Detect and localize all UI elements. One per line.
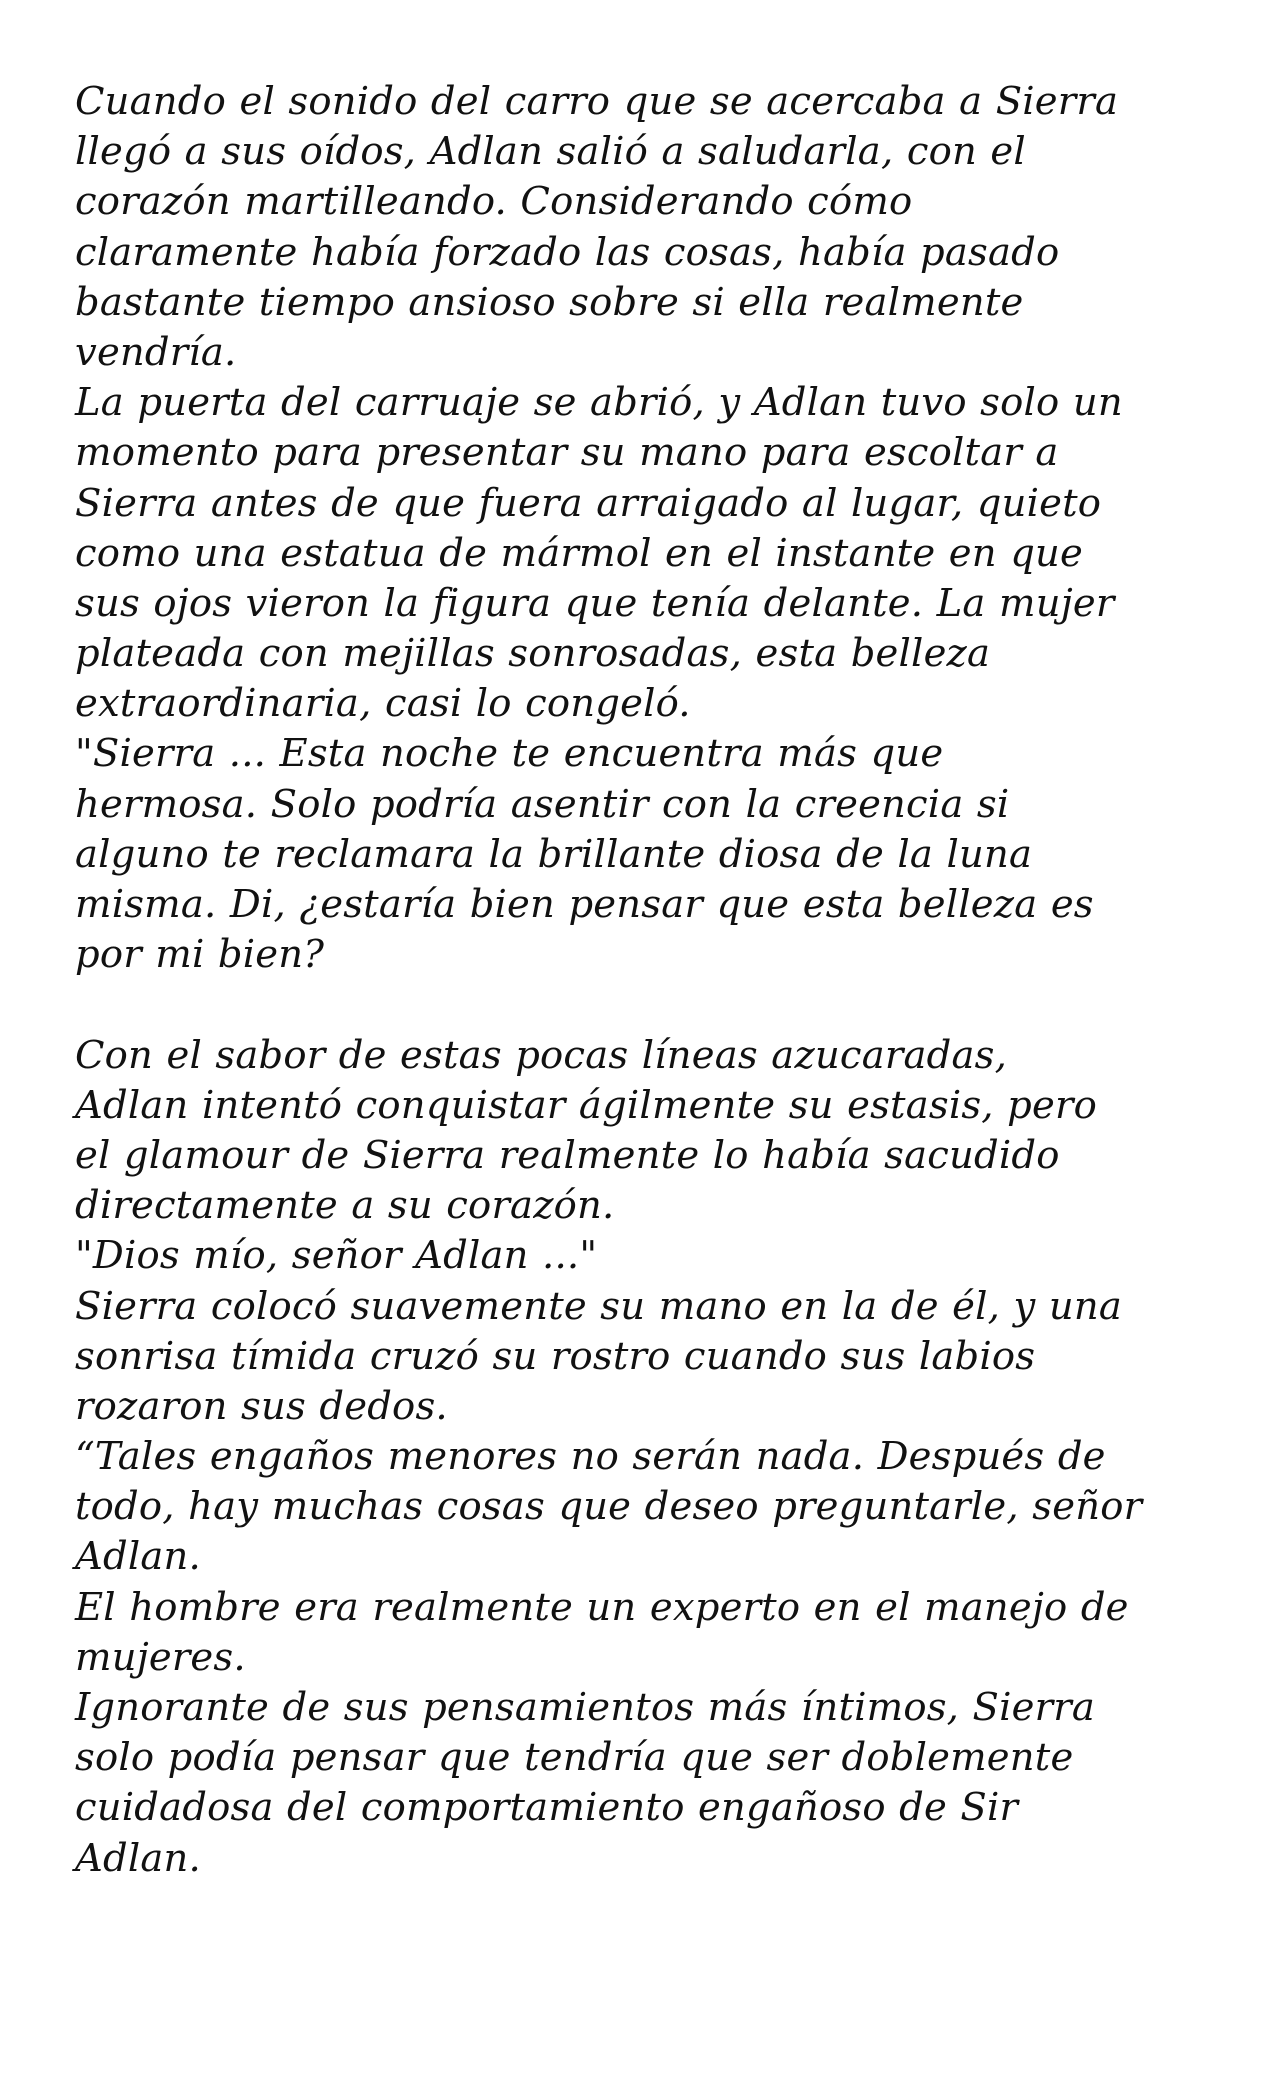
text-line: corazón martilleando. Considerando cómo (75, 179, 913, 225)
text-line: El hombre era realmente un experto en el manejo de (75, 1584, 1129, 1630)
text-line: claramente había forzado las cosas, había pasado (75, 229, 1060, 275)
paragraph-7 (75, 1432, 1215, 1583)
text-line: extraordinaria, casi lo congeló. (75, 681, 691, 727)
paragraph-4 (75, 1031, 1215, 1232)
text-line: momento para presentar su mano para escoltar a (75, 430, 1059, 476)
paragraph-1 (75, 77, 1215, 378)
text-line: Adlan. (75, 1534, 201, 1580)
text-line: solo podía pensar que tendría que ser doblemente (75, 1735, 1074, 1781)
text-line: rozaron sus dedos. (75, 1383, 448, 1429)
text-line: misma. Di, ¿estaría bien pensar que esta belleza es (75, 882, 1094, 927)
text-line: “Tales engaños menores no serán nada. Después de (75, 1434, 1106, 1480)
text-line: Adlan intentó conquistar ágilmente su estasis, pero (75, 1082, 1097, 1128)
story-text (75, 77, 1215, 1884)
paragraph-2 (75, 378, 1215, 729)
text-line: todo, hay muchas cosas que deseo preguntarle, señor (75, 1484, 1143, 1530)
paragraph-5 (75, 1231, 1215, 1281)
text-line: cuidadosa del comportamiento engañoso de Sir (75, 1785, 1019, 1831)
paragraph-6 (75, 1282, 1215, 1433)
text-line: bastante tiempo ansioso sobre si ella realmente (75, 279, 1024, 325)
text-line: por mi bien? (75, 932, 325, 978)
paragraph-9 (75, 1683, 1215, 1884)
text-line: sonrisa tímida cruzó su rostro cuando sus labios (75, 1333, 1036, 1379)
text-line: "Dios mío, señor Adlan ..." (75, 1233, 598, 1279)
paragraph-3 (75, 729, 1215, 980)
text-line: Adlan. (75, 1835, 201, 1881)
text-line: mujeres. (75, 1634, 246, 1680)
text-line: el glamour de Sierra realmente lo había sacudido (75, 1132, 1060, 1178)
text-line: hermosa. Solo podría asentir con la creencia si (75, 781, 1010, 827)
text-line: Ignorante de sus pensamientos más íntimos, Sierra (75, 1685, 1095, 1730)
text-line: como una estatua de mármol en el instante en que (75, 530, 1084, 576)
text-line: plateada con mejillas sonrosadas, esta belleza (75, 631, 991, 677)
text-line: directamente a su corazón. (75, 1183, 615, 1229)
text-line: Con el sabor de estas pocas líneas azucaradas, (75, 1032, 1008, 1078)
text-line: Cuando el sonido del carro que se acercaba a Sierra (75, 79, 1119, 124)
text-line: vendría. (75, 329, 237, 375)
text-line: La puerta del carruaje se abrió, y Adlan tuvo solo un (75, 380, 1123, 426)
text-line: Sierra antes de que fuera arraigado al lugar, quieto (75, 480, 1102, 526)
text-line: llegó a sus oídos, Adlan salió a saludarla, con el (75, 129, 1026, 175)
paragraph-8 (75, 1583, 1215, 1683)
text-line: sus ojos vieron la figura que tenía delante. La mujer (75, 580, 1115, 626)
text-line: alguno te reclamara la brillante diosa de la luna (75, 831, 1033, 877)
text-line: Sierra colocó suavemente su mano en la de él, y una (75, 1283, 1123, 1329)
text-line: "Sierra ... Esta noche te encuentra más que (75, 731, 944, 777)
paragraph-gap (75, 980, 1215, 1030)
